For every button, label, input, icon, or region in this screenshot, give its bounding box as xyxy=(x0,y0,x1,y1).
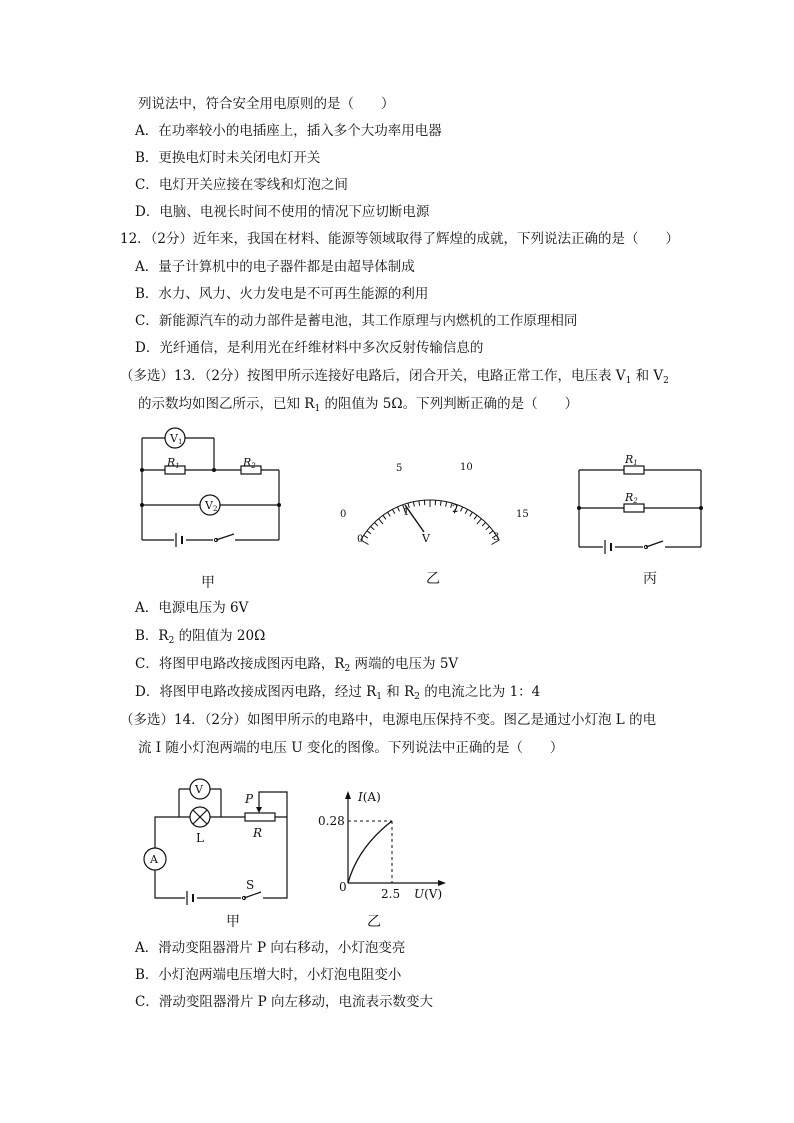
q14-stem-line1: （多选）14．（2分）如图甲所示的电路中，电源电压保持不变。图乙是通过小灯泡 L 的电 xyxy=(120,712,657,728)
svg-text:R2: R2 xyxy=(243,456,256,470)
svg-text:P: P xyxy=(245,792,254,806)
q14-caption-yi: 乙 xyxy=(367,914,381,930)
y-tick-label: 0.28 xyxy=(318,814,345,828)
y-axis-label: I(A) xyxy=(358,790,381,804)
q14-option-a: A．滑动变阻器滑片 P 向右移动，小灯泡变亮 xyxy=(135,940,406,956)
x-axis-arrow-icon xyxy=(438,880,446,886)
rheostat-resistor xyxy=(245,813,275,821)
dial-tick xyxy=(371,526,375,529)
q13-stem-line2: 的示数均如图乙所示，已知 $R_1$ 的阻值为 5Ω。下列判断正确的是（ ） xyxy=(138,396,579,414)
dial-tick xyxy=(470,512,473,516)
slider-arrow-icon xyxy=(256,807,262,813)
dial-tick xyxy=(413,502,414,507)
q13-caption-jia: 甲 xyxy=(201,575,215,591)
dial-tick xyxy=(392,509,394,513)
dial-tick xyxy=(461,507,463,512)
dial-tick xyxy=(482,522,485,526)
q11-option-c: C．电灯开关应接在零线和灯泡之间 xyxy=(135,177,348,193)
dial-tick xyxy=(383,515,386,519)
q13-voltmeter-dial xyxy=(330,460,530,545)
q11-option-d: D．电脑、电视长时间不使用的情况下应切断电源 xyxy=(135,204,430,220)
svg-text:R2: R2 xyxy=(625,491,638,505)
origin-label: 0 xyxy=(339,880,347,894)
dial-unit-label: V xyxy=(422,532,430,545)
junction-node xyxy=(577,506,581,510)
dial-tick xyxy=(388,512,391,516)
q12-option-b: B．水力、风力、火力发电是不可再生能源的利用 xyxy=(135,286,429,302)
dial-inner-label-3: 3 xyxy=(493,532,500,543)
dial-tick xyxy=(374,522,377,526)
r2-resistor xyxy=(624,504,644,512)
svg-text:S: S xyxy=(246,878,255,892)
dial-inner-label-2: 2 xyxy=(452,504,459,515)
svg-text:A: A xyxy=(150,853,158,866)
dial-tick xyxy=(474,515,477,519)
q14-option-b: B．小灯泡两端电压增大时，小灯泡电阻变小 xyxy=(135,967,402,983)
iu-curve xyxy=(348,821,392,883)
svg-text:V: V xyxy=(195,783,203,796)
dial-tick xyxy=(477,519,481,524)
dial-tick xyxy=(367,531,371,534)
svg-text:L: L xyxy=(196,831,204,845)
dial-outer-label-15: 15 xyxy=(516,509,529,520)
svg-text:V2: V2 xyxy=(205,499,218,513)
dial-tick xyxy=(465,509,467,513)
q11-stem-tail: 列说法中，符合安全用电原则的是（ ） xyxy=(138,96,395,112)
junction-node xyxy=(277,503,281,507)
dial-tick-marks xyxy=(361,500,500,545)
junction-node xyxy=(699,506,703,510)
dial-outer-label-10: 10 xyxy=(460,462,473,473)
q13-caption-bing: 丙 xyxy=(643,571,657,587)
dial-tick xyxy=(486,526,490,529)
q12-option-a: A．量子计算机中的电子器件都是由超导体制成 xyxy=(135,259,415,275)
q13-option-b: B．$R_2$ 的阻值为 20Ω xyxy=(135,628,266,646)
junction-node xyxy=(212,468,216,472)
dial-inner-label-1: 1 xyxy=(403,507,410,518)
x-tick-label: 2.5 xyxy=(381,887,401,901)
q14-caption-jia: 甲 xyxy=(226,914,240,930)
x-axis-label: U(V) xyxy=(414,887,443,901)
r1-resistor xyxy=(624,466,644,474)
q12-option-d: D．光纤通信，是利用光在纤维材料中多次反射传输信息的 xyxy=(135,340,484,356)
dial-tick xyxy=(419,501,420,506)
q11-option-a: A．在功率较小的电插座上，插入多个大功率用电器 xyxy=(135,123,442,139)
q13-option-c: C．将图甲电路改接成图丙电路，$R_2$ 两端的电压为 5V xyxy=(135,656,459,674)
dial-tick xyxy=(379,519,383,524)
svg-text:R1: R1 xyxy=(167,456,180,470)
q13-circuit-bing xyxy=(575,450,710,555)
q14-option-c: C．滑动变阻器滑片 P 向左移动，电流表示数变大 xyxy=(135,994,433,1010)
dial-outer-label-0: 0 xyxy=(340,509,347,520)
q13-stem-line1: （多选）13．（2分）按图甲所示连接好电路后，闭合开关，电路正常工作，电压表 $V_1$ 和 $V_2$ xyxy=(120,368,669,386)
dial-tick xyxy=(364,535,368,538)
junction-node xyxy=(140,468,144,472)
dial-inner-label-0: 0 xyxy=(357,534,364,545)
q14-stem-line2: 流 I 随小灯泡两端的电压 U 变化的图像。下列说法中正确的是（ ） xyxy=(138,740,564,756)
q13-option-d: D．将图甲电路改接成图丙电路，经过 $R_1$ 和 $R_2$ 的电流之比为 1：4 xyxy=(135,684,541,702)
y-axis-arrow-icon xyxy=(345,791,351,799)
svg-text:V1: V1 xyxy=(170,432,183,446)
q14-circuit-jia xyxy=(135,765,295,900)
q13-circuit-jia xyxy=(130,420,290,555)
q12-stem: 12．（2分）近年来，我国在材料、能源等领域取得了辉煌的成就，下列说法正确的是（ ） xyxy=(120,231,680,247)
dial-tick xyxy=(446,502,447,507)
q14-iu-graph xyxy=(310,785,460,905)
dial-tick xyxy=(397,507,399,512)
q13-option-a: A．电源电压为 6V xyxy=(135,600,249,616)
q12-option-c: C．新能源汽车的动力部件是蓄电池，其工作原理与内燃机的工作原理相同 xyxy=(135,313,578,329)
q11-option-b: B．更换电灯时未关闭电灯开关 xyxy=(135,150,321,166)
dial-outer-label-5: 5 xyxy=(396,463,403,474)
dial-tick xyxy=(440,501,441,506)
junction-node xyxy=(140,503,144,507)
q13-caption-yi: 乙 xyxy=(426,571,440,587)
svg-text:R: R xyxy=(253,826,263,840)
svg-text:R1: R1 xyxy=(625,453,638,467)
